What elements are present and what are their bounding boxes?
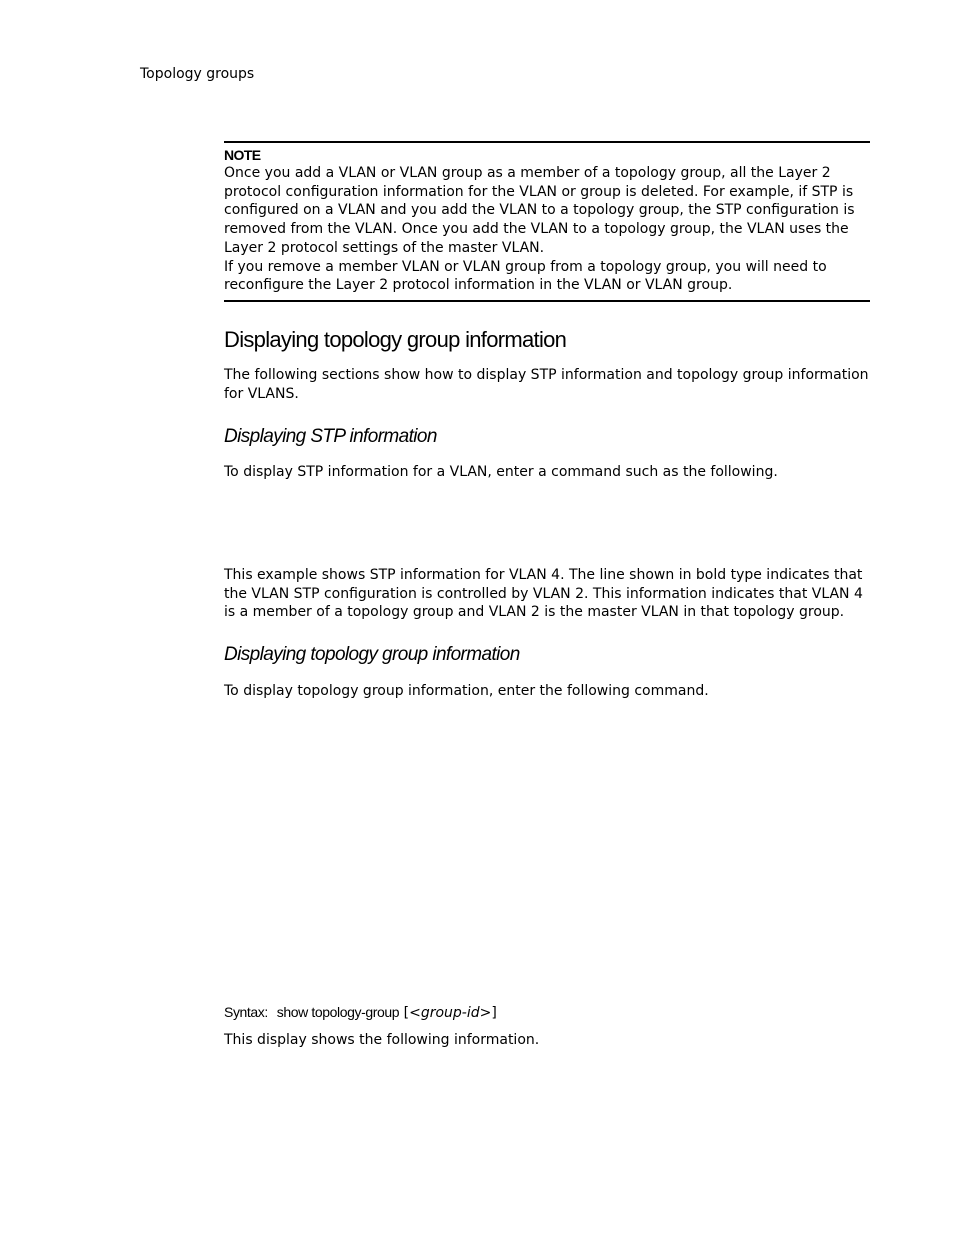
note-paragraph-2: If you remove a member VLAN or VLAN group from a topology group, you will need to reconfigure the Layer 2 protocol information in the VLAN or VLAN group.	[224, 258, 827, 294]
followup-text: This display shows the following information.	[224, 1032, 540, 1048]
note-box	[224, 141, 870, 302]
syntax-close-bracket: >]	[479, 1005, 497, 1021]
syntax-argument: group-id	[420, 1005, 480, 1021]
syntax-command: show topology-group	[276, 1004, 400, 1020]
note-label: NOTE	[224, 147, 261, 163]
syntax-open-bracket: [<	[403, 1005, 421, 1021]
syntax-label: Syntax:	[224, 1004, 268, 1020]
topology-instruction: To display topology group information, enter the following command.	[224, 683, 709, 699]
section-heading: Displaying topology group information	[224, 327, 567, 352]
running-header: Topology groups	[140, 66, 255, 82]
stp-instruction: To display STP information for a VLAN, enter a command such as the following.	[224, 464, 778, 480]
topology-heading: Displaying topology group information	[224, 644, 520, 665]
stp-explanation: This example shows STP information for VLAN 4. The line shown in bold type indicates that the VLAN STP configuration is controlled by VLAN 2. This information indicates that VLAN 4 is a member of a topology group and VLAN 2 is the master VLAN in that topology group.	[224, 567, 863, 621]
note-paragraph-1: Once you add a VLAN or VLAN group as a member of a topology group, all the Layer 2 protocol configuration information for the VLAN or group is deleted. For example, if STP is configured on a VLAN and you add the VLAN to a topology group, the STP configuration is removed from the VLAN. Once you add the VLAN to a topology group, the VLAN uses the Layer 2 protocol settings of the master VLAN.	[224, 165, 855, 256]
stp-heading: Displaying STP information	[224, 426, 437, 447]
section-intro: The following sections show how to display STP information and topology group information for VLANS.	[224, 367, 869, 402]
syntax-line	[224, 1003, 497, 1022]
